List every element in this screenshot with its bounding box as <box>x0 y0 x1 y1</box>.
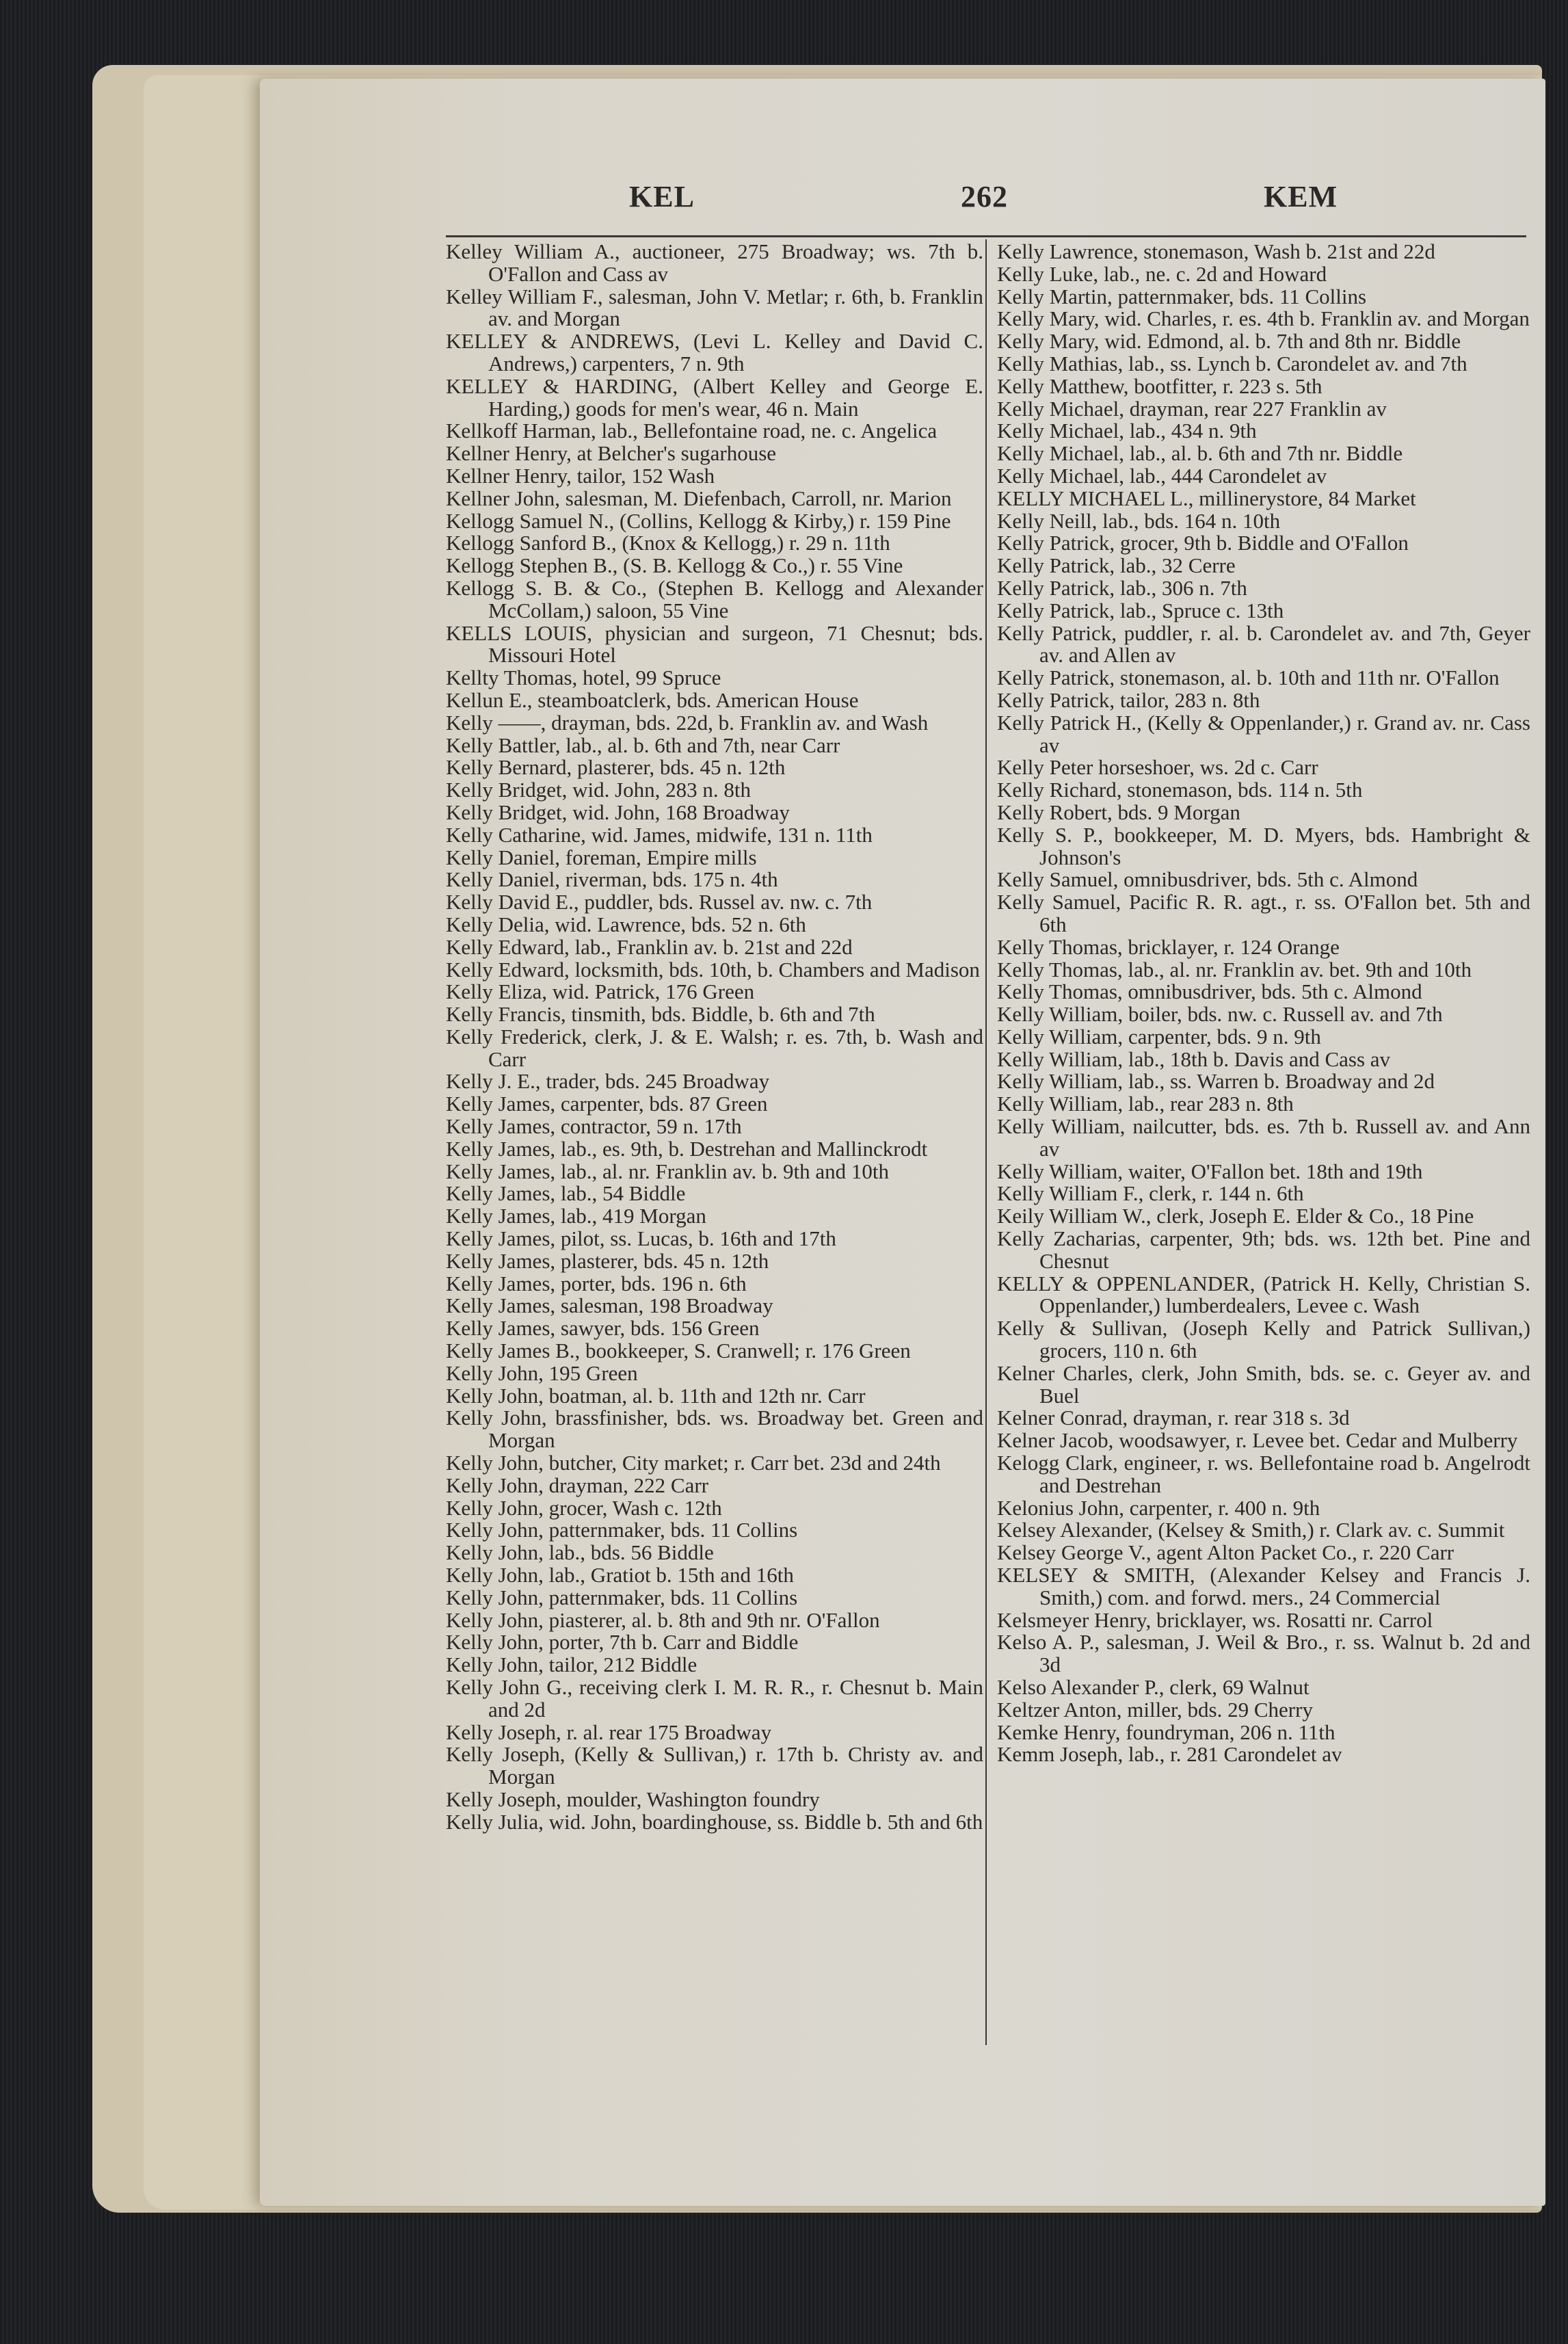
directory-entry: Kelly Thomas, lab., al. nr. Franklin av. bet. 9th and 10th <box>997 957 1472 982</box>
directory-entry: Kelly Matthew, bootfitter, r. 223 s. 5th <box>997 373 1323 398</box>
right-column <box>997 241 1530 1766</box>
directory-entry: Kelly Patrick, lab., Spruce c. 13th <box>997 598 1284 622</box>
directory-entry: Kelly Mary, wid. Charles, r. es. 4th b. Franklin av. and Morgan <box>997 306 1530 331</box>
directory-entry: Kelly Joseph, (Kelly & Sullivan,) r. 17th b. Christy av. and Morgan <box>446 1742 983 1789</box>
directory-entry: Kemm Joseph, lab., r. 281 Carondelet av <box>997 1742 1342 1767</box>
directory-entry: Kellogg S. B. & Co., (Stephen B. Kellogg and Alexander McCollam,) saloon, 55 Vine <box>446 575 983 622</box>
directory-entry: Kellogg Sanford B., (Knox & Kellogg,) r. 29 n. 11th <box>446 531 890 555</box>
directory-entry: Kelly Lawrence, stonemason, Wash b. 21st and 22d <box>997 239 1435 263</box>
directory-entry: Kellner John, salesman, M. Diefenbach, Carroll, nr. Marion <box>446 486 952 510</box>
directory-entry: Kelly James, contractor, 59 n. 17th <box>446 1114 742 1139</box>
directory-entry: Kelly Catharine, wid. James, midwife, 131 n. 11th <box>446 822 873 847</box>
running-head-right: KEM <box>1264 180 1338 213</box>
directory-entry: Keily William W., clerk, Joseph E. Elder & Co., 18 Pine <box>997 1204 1474 1228</box>
directory-entry: Kelly William, boiler, bds. nw. c. Russell av. and 7th <box>997 1002 1443 1027</box>
directory-entry: Kelly Patrick H., (Kelly & Oppenlander,) r. Grand av. nr. Cass av <box>997 710 1530 757</box>
directory-entry: Kelly ——, drayman, bds. 22d, b. Franklin av. and Wash <box>446 710 929 735</box>
directory-entry: Kemke Henry, foundryman, 206 n. 11th <box>997 1720 1336 1744</box>
directory-entry: Kelly Bridget, wid. John, 168 Broadway <box>446 800 790 824</box>
directory-entry: Kelley William A., auctioneer, 275 Broadway; ws. 7th b. O'Fallon and Cass av <box>446 239 983 286</box>
directory-entry: Kellkoff Harman, lab., Bellefontaine road, ne. c. Angelica <box>446 419 938 443</box>
directory-entry: Kelly Michael, drayman, rear 227 Franklin av <box>997 396 1387 421</box>
directory-entry: Kelly Thomas, bricklayer, r. 124 Orange <box>997 934 1340 959</box>
directory-entry: KELLY MICHAEL L., millinerystore, 84 Market <box>997 486 1416 510</box>
directory-entry: Kelly Battler, lab., al. b. 6th and 7th, near Carr <box>446 733 840 757</box>
directory-entry: KELLEY & HARDING, (Albert Kelley and George E. Harding,) goods for men's wear, 46 n. Main <box>446 373 983 421</box>
directory-entry: KELLY & OPPENLANDER, (Patrick H. Kelly, Christian S. Oppenlander,) lumberdealers, Levee c. Wash <box>997 1271 1530 1318</box>
directory-entry: Kelly Edward, lab., Franklin av. b. 21st and 22d <box>446 934 853 959</box>
directory-entry: Kelly John, lab., bds. 56 Biddle <box>446 1540 714 1565</box>
directory-entry: Kelly John, butcher, City market; r. Carr bet. 23d and 24th <box>446 1451 941 1475</box>
directory-entry: Kelly Samuel, Pacific R. R. agt., r. ss. O'Fallon bet. 5th and 6th <box>997 890 1530 936</box>
directory-entry: Kelly John, porter, 7th b. Carr and Biddle <box>446 1630 799 1655</box>
page-number: 262 <box>961 180 1008 213</box>
directory-entry: Kellogg Stephen B., (S. B. Kellogg & Co.,) r. 55 Vine <box>446 553 903 578</box>
directory-entry: Kelly William, carpenter, bds. 9 n. 9th <box>997 1024 1321 1049</box>
directory-entry: Kelly James B., bookkeeper, S. Cranwell; r. 176 Green <box>446 1339 911 1363</box>
directory-entry: Kelner Conrad, drayman, r. rear 318 s. 3d <box>997 1406 1350 1430</box>
directory-entry: Kelly David E., puddler, bds. Russel av. nw. c. 7th <box>446 890 873 914</box>
directory-entry: KELSEY & SMITH, (Alexander Kelsey and Francis J. Smith,) com. and forwd. mers., 24 Commercial <box>997 1563 1530 1609</box>
directory-entry: Kelly James, plasterer, bds. 45 n. 12th <box>446 1248 769 1273</box>
directory-entry: Kelly James, lab., 54 Biddle <box>446 1181 686 1206</box>
directory-entry: Kelly S. P., bookkeeper, M. D. Myers, bds. Hambright & Johnson's <box>997 822 1530 869</box>
directory-entry: Kellner Henry, at Belcher's sugarhouse <box>446 441 777 466</box>
directory-entry: Kelly John, boatman, al. b. 11th and 12th nr. Carr <box>446 1383 866 1408</box>
directory-entry: Kelly Eliza, wid. Patrick, 176 Green <box>446 979 755 1004</box>
directory-entry: Kelly James, salesman, 198 Broadway <box>446 1293 773 1318</box>
directory-entry: Kellun E., steamboatclerk, bds. American House <box>446 687 859 712</box>
directory-entry: Kelly John, grocer, Wash c. 12th <box>446 1495 722 1520</box>
header-rule <box>446 235 1526 237</box>
directory-entry: Kelly Martin, patternmaker, bds. 11 Collins <box>997 284 1367 308</box>
directory-entry: Kelly Michael, lab., al. b. 6th and 7th nr. Biddle <box>997 441 1403 466</box>
directory-entry: Kelly John G., receiving clerk I. M. R. R., r. Chesnut b. Main and 2d <box>446 1675 983 1722</box>
directory-entry: Kelly Francis, tinsmith, bds. Biddle, b. 6th and 7th <box>446 1002 875 1027</box>
directory-entry: Kelly Bridget, wid. John, 283 n. 8th <box>446 778 752 802</box>
directory-entry: Kelly James, carpenter, bds. 87 Green <box>446 1092 768 1116</box>
directory-entry: Kelly William, lab., 18th b. Davis and Cass av <box>997 1046 1391 1071</box>
directory-entry: Kelly William, lab., ss. Warren b. Broadway and 2d <box>997 1069 1435 1094</box>
column-divider <box>985 239 987 2045</box>
directory-entry: Kelley William F., salesman, John V. Metlar; r. 6th, b. Franklin av. and Morgan <box>446 284 983 331</box>
directory-entry: Kelly Zacharias, carpenter, 9th; bds. ws. 12th bet. Pine and Chesnut <box>997 1226 1530 1273</box>
directory-entry: Kelly Michael, lab., 444 Carondelet av <box>997 463 1327 488</box>
directory-entry: Kelly James, lab., es. 9th, b. Destrehan and Mallinckrodt <box>446 1136 928 1161</box>
directory-entry: Kelly Edward, locksmith, bds. 10th, b. Chambers and Madison <box>446 957 980 982</box>
directory-entry: Kelly John, tailor, 212 Biddle <box>446 1652 697 1677</box>
directory-entry: Kelly J. E., trader, bds. 245 Broadway <box>446 1069 770 1094</box>
directory-entry: Kelly John, lab., Gratiot b. 15th and 16th <box>446 1563 794 1588</box>
directory-entry: Kelso A. P., salesman, J. Weil & Bro., r. ss. Walnut b. 2d and 3d <box>997 1630 1530 1677</box>
directory-entry: Kellty Thomas, hotel, 99 Spruce <box>446 666 721 690</box>
directory-entry: Kelly Joseph, moulder, Washington foundry <box>446 1787 820 1811</box>
directory-entry: Kelly Joseph, r. al. rear 175 Broadway <box>446 1720 772 1744</box>
directory-entry: Kelogg Clark, engineer, r. ws. Bellefontaine road b. Angelrodt and Destrehan <box>997 1451 1530 1497</box>
directory-entry: KELLS LOUIS, physician and surgeon, 71 Chesnut; bds. Missouri Hotel <box>446 620 983 668</box>
directory-entry: Kelly John, drayman, 222 Carr <box>446 1473 708 1497</box>
directory-entry: Kelner Jacob, woodsawyer, r. Levee bet. Cedar and Mulberry <box>997 1428 1518 1453</box>
directory-entry: Kelly Daniel, riverman, bds. 175 n. 4th <box>446 867 778 892</box>
directory-entry: Kelly Patrick, puddler, r. al. b. Carondelet av. and 7th, Geyer av. and Allen av <box>997 620 1530 668</box>
directory-entry: Kelly Robert, bds. 9 Morgan <box>997 800 1240 824</box>
directory-entry: Kelly James, porter, bds. 196 n. 6th <box>446 1271 747 1295</box>
directory-entry: Kelner Charles, clerk, John Smith, bds. se. c. Geyer av. and Buel <box>997 1360 1530 1408</box>
directory-entry: Kelly Michael, lab., 434 n. 9th <box>997 419 1257 443</box>
left-column <box>446 241 983 1834</box>
directory-entry: Kelly John, patternmaker, bds. 11 Collins <box>446 1585 798 1609</box>
directory-entry: Kelly John, brassfinisher, bds. ws. Broadway bet. Green and Morgan <box>446 1406 983 1453</box>
directory-entry: Kelly Patrick, tailor, 283 n. 8th <box>997 687 1260 712</box>
directory-entry: Kellner Henry, tailor, 152 Wash <box>446 463 715 488</box>
directory-entry: Kelly Bernard, plasterer, bds. 45 n. 12th <box>446 755 786 780</box>
directory-entry: Kelly Frederick, clerk, J. & E. Walsh; r. es. 7th, b. Wash and Carr <box>446 1024 983 1071</box>
directory-entry: Kelly Luke, lab., ne. c. 2d and Howard <box>997 261 1327 286</box>
directory-entry: Kelly Patrick, lab., 306 n. 7th <box>997 575 1247 600</box>
directory-entry: Kelly William, waiter, O'Fallon bet. 18th and 19th <box>997 1159 1423 1183</box>
directory-entry: Kelly Delia, wid. Lawrence, bds. 52 n. 6th <box>446 912 806 936</box>
directory-entry: Kelly Patrick, lab., 32 Cerre <box>997 553 1236 578</box>
running-head-left: KEL <box>629 180 695 213</box>
directory-entry: Kelly John, patternmaker, bds. 11 Collins <box>446 1518 798 1542</box>
directory-entry: Kelly Julia, wid. John, boardinghouse, ss. Biddle b. 5th and 6th <box>446 1809 983 1834</box>
directory-entry: Kelly Daniel, foreman, Empire mills <box>446 845 757 869</box>
directory-entry: Kelly Richard, stonemason, bds. 114 n. 5th <box>997 778 1363 802</box>
directory-entry: Kelly James, pilot, ss. Lucas, b. 16th and 17th <box>446 1226 836 1251</box>
directory-entry: Kelonius John, carpenter, r. 400 n. 9th <box>997 1495 1320 1520</box>
directory-entry: Kelly Patrick, grocer, 9th b. Biddle and O'Fallon <box>997 531 1409 555</box>
directory-entry: Kelly John, piasterer, al. b. 8th and 9th nr. O'Fallon <box>446 1607 880 1632</box>
directory-entry: Kelly James, lab., 419 Morgan <box>446 1204 706 1228</box>
directory-entry: Kelly & Sullivan, (Joseph Kelly and Patrick Sullivan,) grocers, 110 n. 6th <box>997 1316 1530 1363</box>
directory-entry: Kelly Mary, wid. Edmond, al. b. 7th and 8th nr. Biddle <box>997 329 1461 354</box>
directory-entry: Kelly James, sawyer, bds. 156 Green <box>446 1316 760 1341</box>
directory-entry: Kelly James, lab., al. nr. Franklin av. b. 9th and 10th <box>446 1159 890 1183</box>
directory-entry: Kelly Thomas, omnibusdriver, bds. 5th c. Almond <box>997 979 1422 1004</box>
directory-entry: Kelso Alexander P., clerk, 69 Walnut <box>997 1675 1310 1699</box>
directory-entry: Kelly John, 195 Green <box>446 1360 638 1385</box>
directory-entry: Kelly Peter horseshoer, ws. 2d c. Carr <box>997 755 1318 780</box>
directory-entry: Kelly William F., clerk, r. 144 n. 6th <box>997 1181 1304 1206</box>
directory-entry: Kelly William, lab., rear 283 n. 8th <box>997 1092 1294 1116</box>
directory-entry: Kelly Samuel, omnibusdriver, bds. 5th c. Almond <box>997 867 1418 892</box>
directory-entry: Kelly Neill, lab., bds. 164 n. 10th <box>997 508 1281 533</box>
directory-entry: Kelsmeyer Henry, bricklayer, ws. Rosatti nr. Carrol <box>997 1607 1433 1632</box>
directory-entry: Kelsey George V., agent Alton Packet Co., r. 220 Carr <box>997 1540 1454 1565</box>
directory-entry: Kelsey Alexander, (Kelsey & Smith,) r. Clark av. c. Summit <box>997 1518 1505 1542</box>
directory-entry: KELLEY & ANDREWS, (Levi L. Kelley and David C. Andrews,) carpenters, 7 n. 9th <box>446 329 983 376</box>
directory-entry: Kellogg Samuel N., (Collins, Kellogg & Kirby,) r. 159 Pine <box>446 508 951 533</box>
directory-entry: Keltzer Anton, miller, bds. 29 Cherry <box>997 1697 1313 1722</box>
directory-entry: Kelly William, nailcutter, bds. es. 7th b. Russell av. and Ann av <box>997 1114 1530 1161</box>
directory-entry: Kelly Mathias, lab., ss. Lynch b. Carondelet av. and 7th <box>997 351 1467 376</box>
directory-entry: Kelly Patrick, stonemason, al. b. 10th and 11th nr. O'Fallon <box>997 666 1500 690</box>
